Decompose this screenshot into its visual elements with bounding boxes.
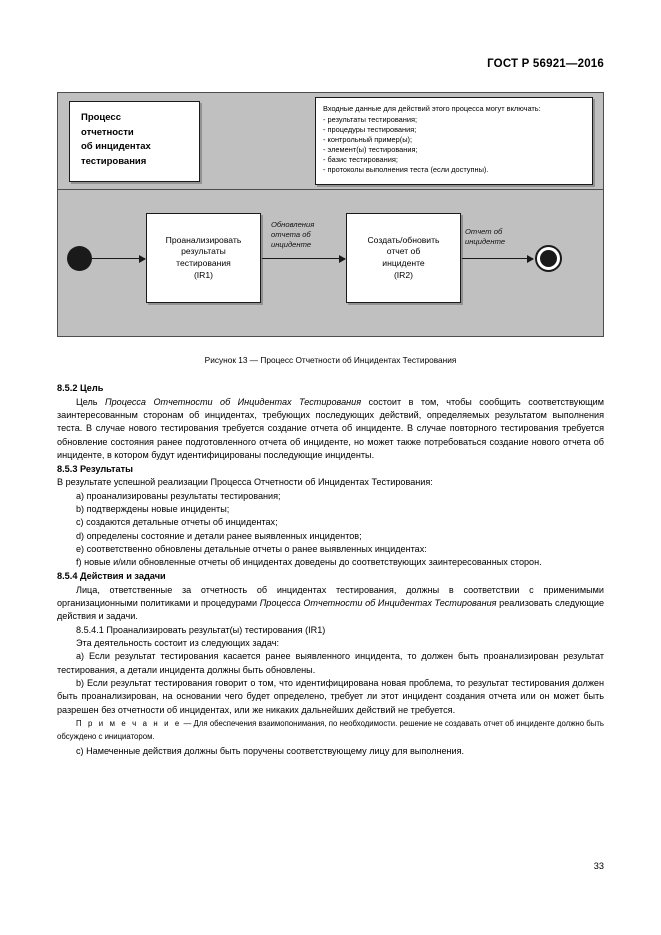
page-header-standard-number: ГОСТ Р 56921—2016 <box>487 58 604 70</box>
outcome-item: f) новые и/или обновленные отчеты об инцидентах доведены до соответствующих заинтересованных сторон. <box>76 557 542 568</box>
input-data-item: - контрольный пример(ы); <box>323 134 413 144</box>
input-data-item: - базис тестирования; <box>323 154 398 164</box>
flow-label-incident-report: Отчет об инциденте <box>465 227 506 246</box>
input-data-item: - процедуры тестирования; <box>323 124 417 134</box>
end-state-node <box>535 245 562 272</box>
outcome-item: b) подтверждены новые инциденты; <box>76 504 230 514</box>
process-diagram <box>57 92 604 337</box>
flow-arrow-activity1-to-activity2 <box>262 258 345 259</box>
outcomes-lead: В результате успешной реализации Процесса Отчетности об Инцидентах Тестирования: <box>57 477 433 488</box>
page-number: 33 <box>593 861 604 871</box>
flow-label-incident-report-updates: Обновления отчета об инциденте <box>271 220 315 249</box>
flow-arrow-activity2-to-end <box>462 258 533 259</box>
figure-caption: Рисунок 13 — Процесс Отчетности об Инцидентах Тестирования <box>204 355 457 365</box>
section-heading-activities: 8.5.4 Действия и задачи <box>57 570 166 581</box>
subsection-lead: Эта деятельность состоит из следующих задач: <box>76 637 279 648</box>
purpose-paragraph: Цель Процесса Отчетности об Инцидентах Тестирования состоит в том, чтобы сообщить соответствующим заинтересованным сторонам об инцидентах, требующих последующих действий, определяемых результатом выполнения теста. В случае нового тестирования требуется создание отчета об инциденте. В случае повторного тестирования требуется обновление состояния ранее подготовленного отчета об инциденте, но может также потребоваться создание нового отчета об инциденте, в котором будут идентифицированы последующие инциденты. <box>57 396 604 461</box>
task-item: b) Если результат тестирования говорит о том, что идентифицирована новая проблема, то результат тестирования должен быть проанализирован, на основании чего будет определено, требует ли этот инцидент создания отчета или он может быть разрешен без отчетности об инцидентах, или же никаких дальнейших действий не требуется. <box>57 677 604 715</box>
outcome-item: c) создаются детальные отчеты об инцидентах; <box>76 517 278 528</box>
activity-2-label: Создать/обновить отчет об инциденте (IR2) <box>367 234 440 280</box>
section-heading-outcomes: 8.5.3 Результаты <box>57 463 133 474</box>
outcome-item: a) проанализированы результаты тестирования; <box>76 490 281 501</box>
process-title-line-4: тестирования <box>81 155 147 167</box>
activity-1-label: Проанализировать результаты тестирования (IR1) <box>165 234 242 280</box>
note-paragraph <box>57 718 604 743</box>
outcome-item: d) определены состояние и детали ранее выявленных инцидентов; <box>76 530 362 541</box>
input-data-item: - результаты тестирования; <box>323 114 418 124</box>
task-item: a) Если результат тестирования касается ранее выявленного инцидента, то должен быть проанализирован результат тестирования, а детали инцидента должны быть обновлены. <box>57 651 604 675</box>
process-title-line-2: отчетности <box>81 126 134 138</box>
process-title-line-3: об инцидентах <box>81 141 151 152</box>
note-label: П р и м е ч а н и е <box>76 719 182 729</box>
start-state-node <box>67 246 92 271</box>
subsection-heading-analyze-test-results: 8.5.4.1 Проанализировать результат(ы) тестирования (IR1) <box>76 624 326 635</box>
diagram-flow-band <box>58 190 603 337</box>
note-text: — Для обеспечения взаимопонимания, по необходимости. решение не создавать отчет об инциденте должно быть обсуждено с инициатором. <box>57 719 604 741</box>
process-title-box <box>69 101 200 182</box>
input-data-item: - протоколы выполнения теста (если доступны). <box>323 165 489 175</box>
process-title-line-1: Процесс <box>81 112 121 123</box>
section-heading-purpose: 8.5.2 Цель <box>57 383 104 393</box>
input-data-heading: Входные данные для действий этого процесса могут включать: <box>323 104 541 113</box>
input-data-box <box>315 97 593 185</box>
flow-arrow-start-to-activity1 <box>92 258 145 259</box>
document-body <box>57 382 604 758</box>
diagram-header-band <box>58 93 603 190</box>
outcome-item: e) соответственно обновлены детальные отчеты о ранее выявленных инцидентах: <box>76 544 427 555</box>
task-item: c) Намеченные действия должны быть поручены соответствующему лицу для выполнения. <box>76 745 465 756</box>
activities-intro: Лица, ответственные за отчетность об инцидентах тестирования, должны в соответствии с применимыми организационными политиками и процедурами Процесса Отчетности об Инцидентах Тестирования реализовать следующие действия и задачи. <box>57 584 605 622</box>
input-data-item: - элемент(ы) тестирования; <box>323 144 418 154</box>
activity-node-create-update-incident-report <box>346 213 461 303</box>
activity-node-analyze-test-results <box>146 213 261 303</box>
